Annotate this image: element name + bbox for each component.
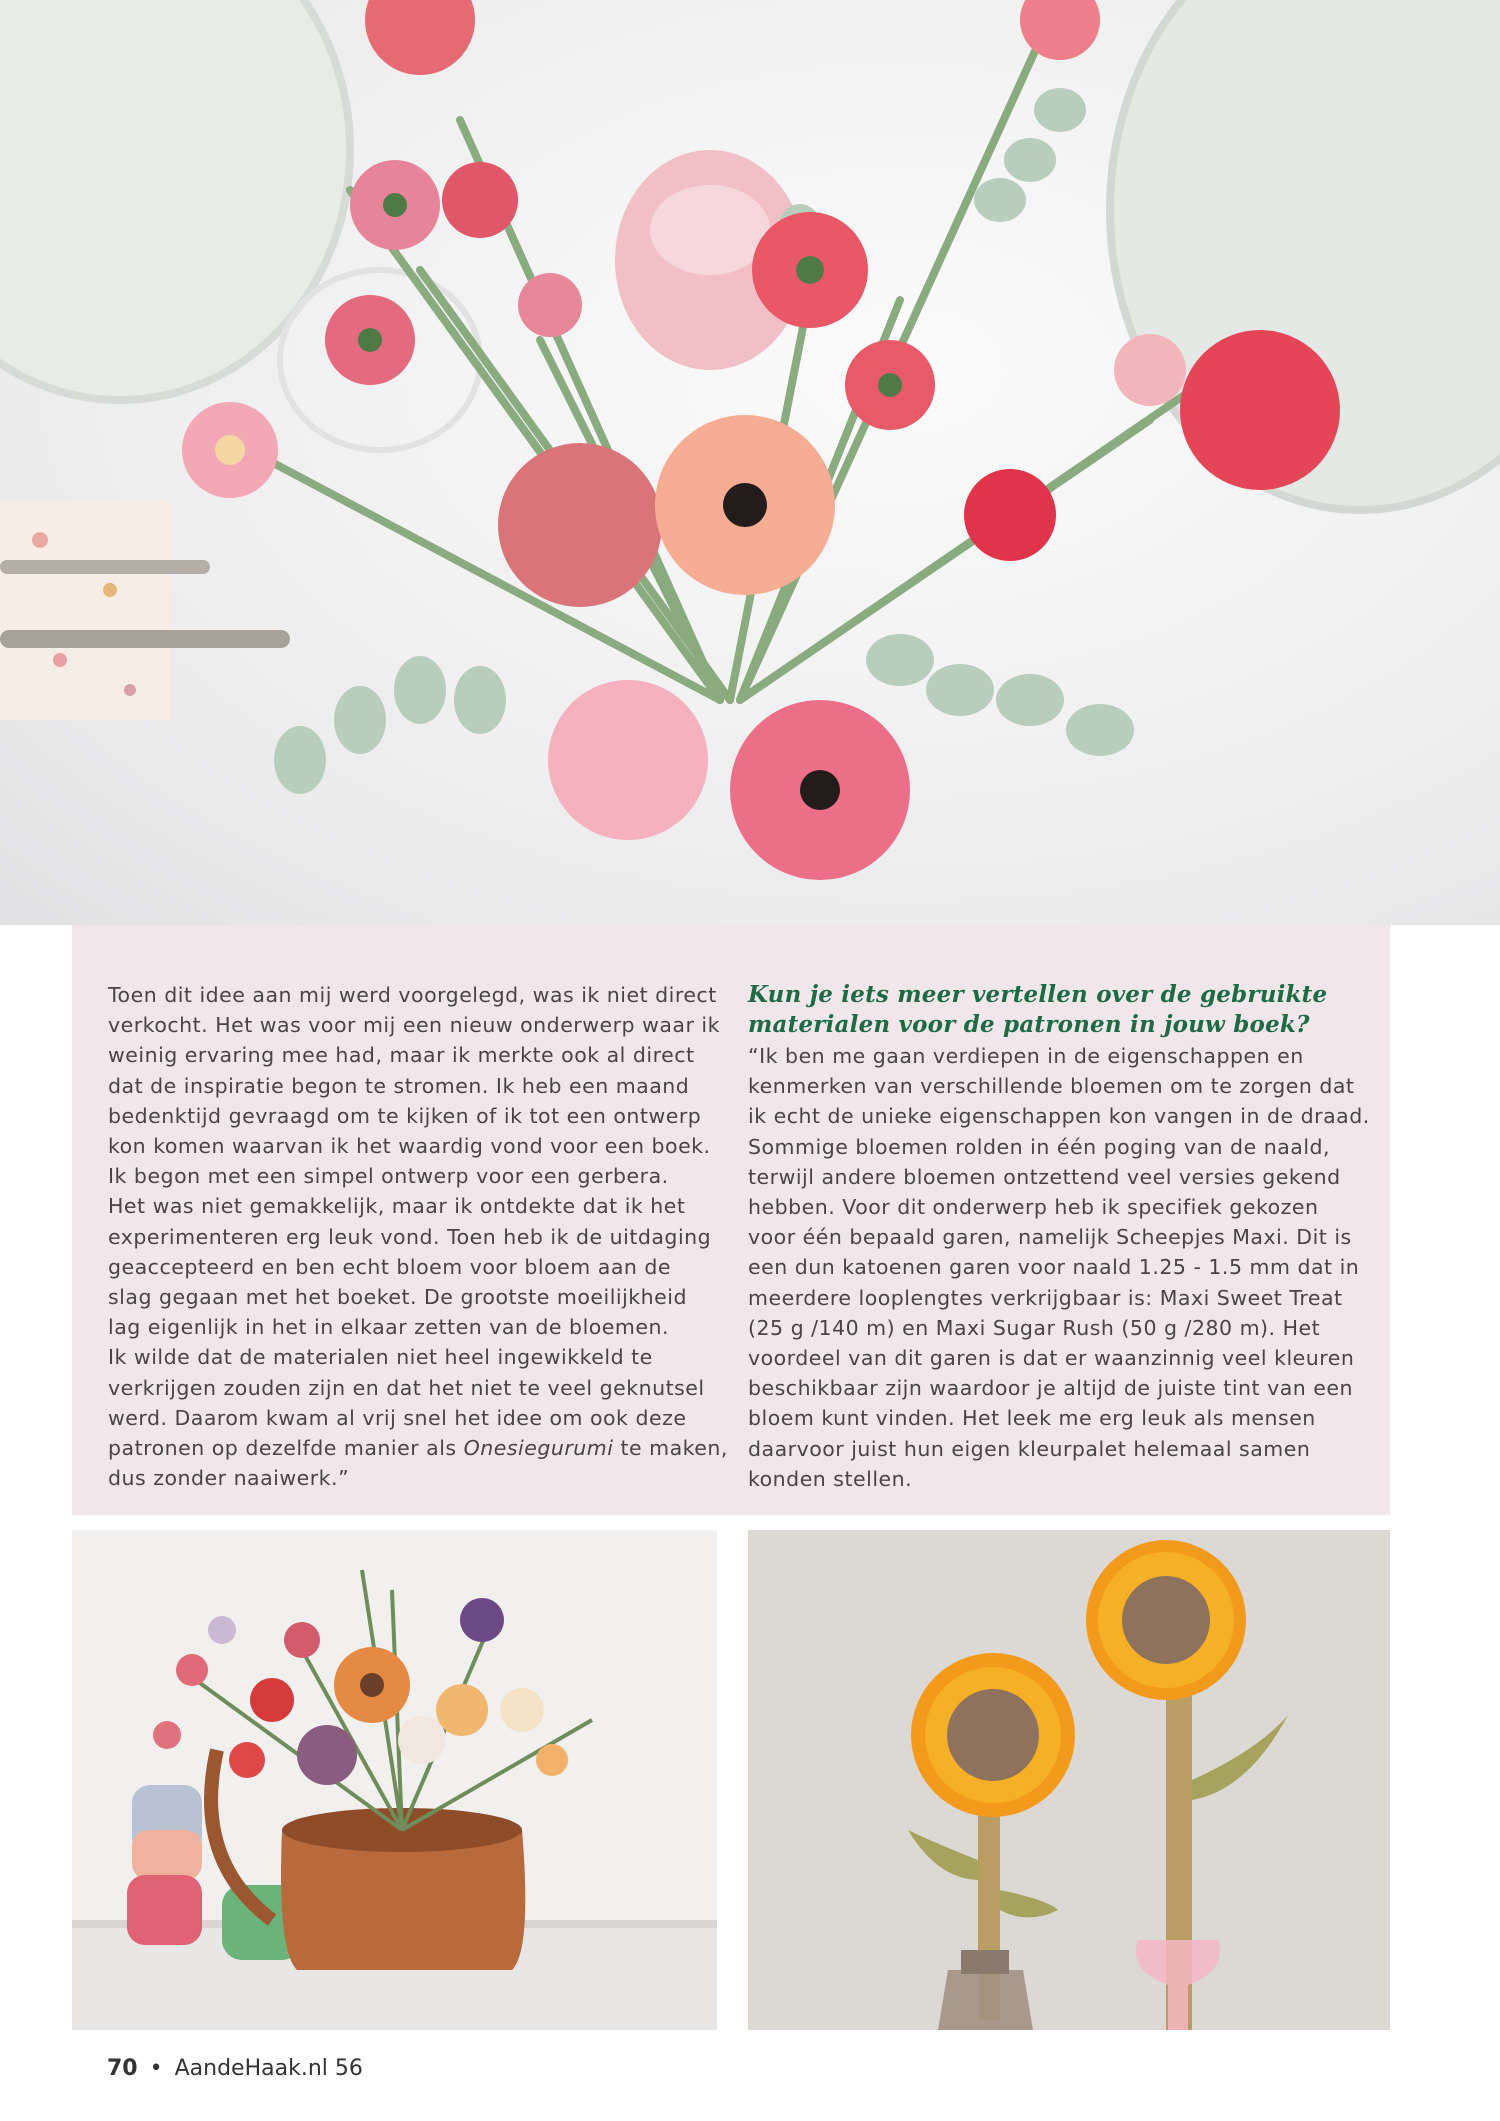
publication-name: AandeHaak.nl 56: [174, 2056, 363, 2081]
left-paragraph-text: Toen dit idee aan mij werd voorgelegd, was ik niet direct verkocht. Het was voor mij een nieuw onderwerp waar ik weinig ervaring mee had, maar ik merkte ook al direct dat de inspiratie begon te stromen. Ik heb een maand bedenktijd gevraagd om te kijken of ik tot een ontwerp kon komen waarvan ik het waardig vond voor een boek. Ik begon met een simpel ontwerp voor een gerbera. Het was niet gemakkelijk, maar ik ontdekte dat ik het experimenteren erg leuk vond. Toen heb ik de uitdaging geaccepteerd en ben echt bloem voor bloem aan de slag gegaan met het boeket. De grootste moeilijkheid lag eigenlijk in het in elkaar zetten van de bloemen. Ik wilde dat de materialen niet heel ingewikkeld te verkrijgen zouden zijn en dat het niet te veel geknutsel werd. Daarom kwam al vrij snel het idee om ook deze patronen op dezelfde manier als: [108, 983, 720, 1461]
page-number: 70: [107, 2056, 138, 2081]
right-text-column: [748, 980, 1373, 1494]
left-paragraph-ending: te maken, dus zonder naaiwerk.”: [108, 1436, 728, 1491]
left-paragraph: [108, 980, 730, 1493]
left-text-column: [108, 980, 730, 1493]
interview-question-heading: Kun je iets meer vertellen over de gebruikte materialen voor de patronen in jouw boek?: [748, 981, 1328, 1038]
photo-sunflowers: [748, 1530, 1390, 2030]
photo-sunflowers-illustration: [748, 1530, 1390, 2030]
right-paragraph: “Ik ben me gaan verdiepen in de eigenschappen en kenmerken van verschillende bloemen om te zorgen dat ik echt de unieke eigenschappen kon vangen in de draad. Sommige bloemen rolden in één poging van de naald, terwijl andere bloemen ontzettend veel versies gekend hebben. Voor dit onderwerp heb ik specifiek gekozen voor één bepaald garen, namelijk Scheepjes Maxi. Dit is een dun katoenen garen voor naald 1.25 - 1.5 mm dat in meerdere looplengtes verkrijgbaar is: Maxi Sweet Treat (25 g /140 m) en Maxi Sugar Rush (50 g /280 m). Het voordeel van dit garen is dat er waanzinnig veel kleuren beschikbaar zijn waardoor je altijd de juiste tint van een bloem kunt vinden. Het leek me erg leuk als mensen daarvoor juist hun eigen kleurpalet helemaal samen konden stellen.: [748, 1044, 1370, 1491]
photo-bouquet-illustration: [72, 1530, 717, 2030]
footer-separator: •: [149, 2056, 163, 2081]
photo-bouquet-in-bag: [72, 1530, 717, 2030]
hero-photo-illustration: [0, 0, 1500, 925]
page-footer: [107, 2056, 363, 2081]
article-text-panel: [72, 925, 1390, 1515]
book-title-italic: Onesiegurumi: [463, 1436, 614, 1461]
hero-photo-crochet-bouquet: [0, 0, 1500, 925]
